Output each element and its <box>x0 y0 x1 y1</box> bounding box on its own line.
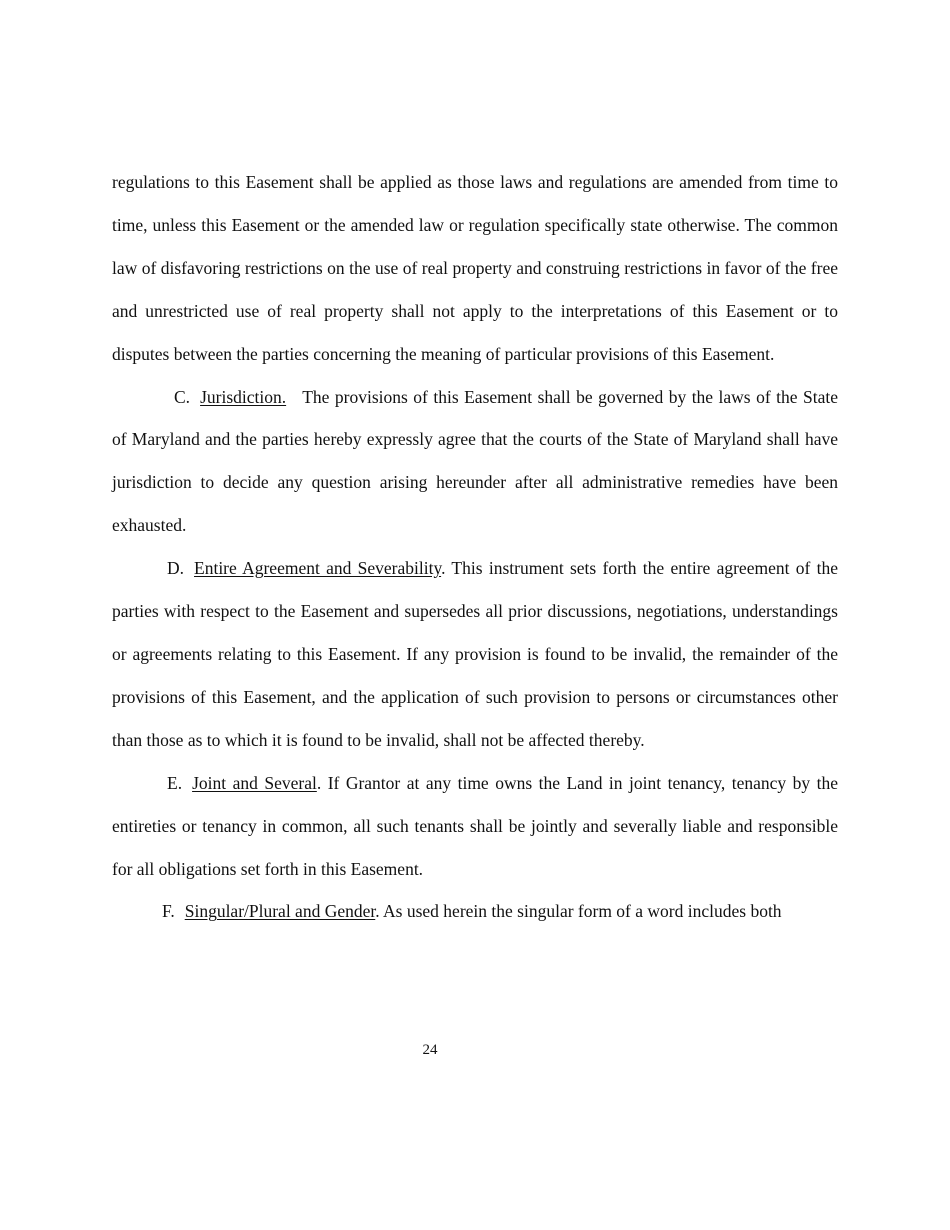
paragraph-c-letter: C. <box>174 386 191 407</box>
paragraph-f-text: . As used herein the singular form of a word includes both <box>375 901 782 922</box>
paragraph-d-text: . This instrument sets forth the entire agreement of the parties with respect to the Easement and supersedes all prior discussions, negotiations, understandings or agreements relating to this Easement. If any provision is found to be invalid, the remainder of the provisions of this Easement, and the application of such provision to persons or circumstances other than those as to which it is found to be invalid, shall not be affected thereby. <box>112 558 838 750</box>
paragraph-c-jurisdiction <box>112 376 838 548</box>
document-body <box>112 161 838 933</box>
paragraph-f-heading: Singular/Plural and Gender <box>184 901 376 922</box>
paragraph-d-entire-agreement <box>112 547 838 762</box>
paragraph-f-singular-plural <box>112 890 838 933</box>
page-number: 24 <box>422 1042 438 1058</box>
paragraph-e-letter: E. <box>167 772 183 793</box>
paragraph-e-heading: Joint and Several <box>192 772 317 793</box>
paragraph-continuation-text: regulations to this Easement shall be applied as those laws and regulations are amended from time to time, unless this Easement or the amended law or regulation specifically state otherwise. The common law of disfavoring restrictions on the use of real property and construing restrictions in favor of the free and unrestricted use of real property shall not apply to the interpretations of this Easement or to disputes between the parties concerning the meaning of particular provisions of this Easement. <box>112 172 838 364</box>
paragraph-continuation <box>112 161 838 376</box>
paragraph-c-text: The provisions of this Easement shall be governed by the laws of the State of Maryland and the parties hereby expressly agree that the courts of the State of Maryland shall have jurisdiction to decide any question arising hereunder after all administrative remedies have been exhausted. <box>112 386 838 536</box>
paragraph-d-heading: Entire Agreement and Severability <box>194 558 442 579</box>
paragraph-d-letter: D. <box>167 558 185 579</box>
paragraph-f-letter: F. <box>162 901 175 922</box>
paragraph-c-heading: Jurisdiction. <box>200 386 287 407</box>
paragraph-e-joint-and-several <box>112 762 838 891</box>
paragraph-e-text: . If Grantor at any time owns the Land in joint tenancy, tenancy by the entireties or tenancy in common, all such tenants shall be jointly and severally liable and responsible for all obligations set forth in this Easement. <box>112 772 838 879</box>
